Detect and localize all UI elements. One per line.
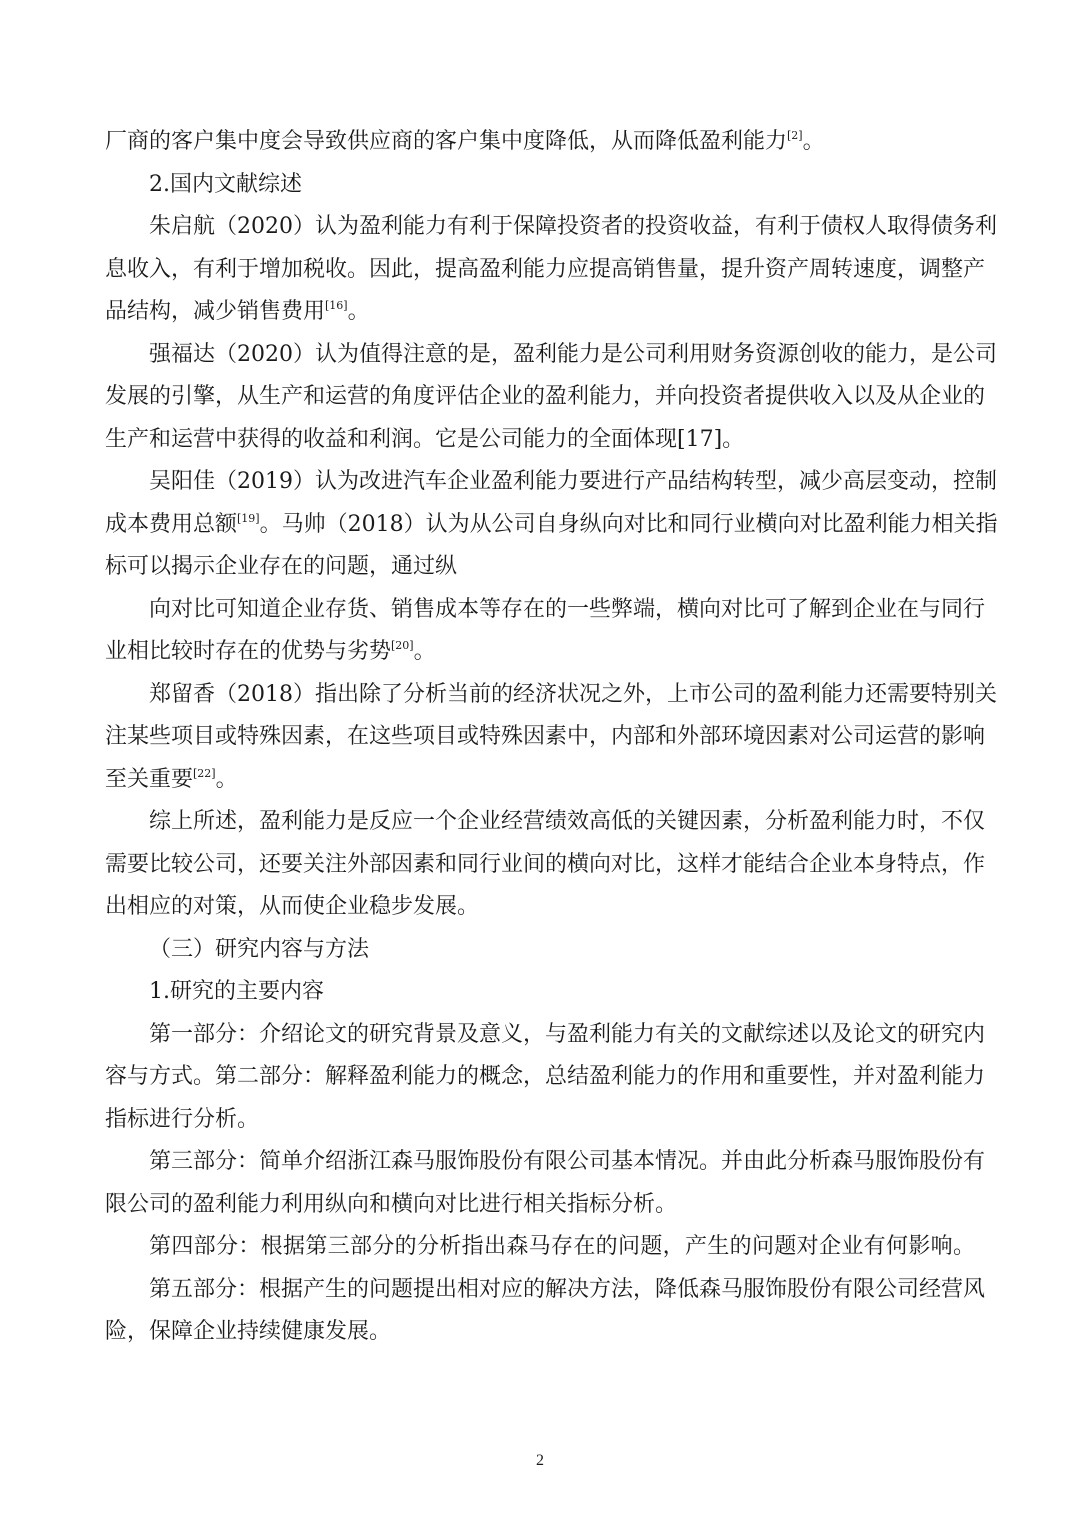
page-number: 2 (536, 1452, 544, 1469)
text-line: 注某些项目或特殊因素，在这些项目或特殊因素中，内部和外部环境因素对公司运营的影响 (105, 724, 986, 749)
text-line: 郑留香（2018）指出除了分析当前的经济状况之外，上市公司的盈利能力还需要特别关 (149, 681, 997, 707)
citation: [16] (325, 299, 348, 312)
text-line: 综上所述，盈利能力是反应一个企业经营绩效高低的关键因素，分析盈利能力时，不仅 (149, 809, 986, 834)
text-line: 至关重要[22]。 (105, 766, 238, 792)
text-line: 第四部分：根据第三部分的分析指出森马存在的问题，产生的问题对企业有何影响。 (149, 1234, 975, 1259)
citation: [20] (391, 639, 414, 652)
section-heading: 1.研究的主要内容 (149, 979, 324, 1004)
text-line: 朱启航（2020）认为盈利能力有利于保障投资者的投资收益，有利于债权人取得债务利 (149, 214, 997, 239)
section-heading: （三）研究内容与方法 (149, 936, 370, 962)
text-line: 第三部分：简单介绍浙江森马服饰股份有限公司基本情况。并由此分析森马服饰股份有 (149, 1149, 986, 1174)
text-line: 发展的引擎，从生产和运营的角度评估企业的盈利能力，并向投资者提供收入以及从企业的 (105, 384, 986, 409)
text-line: 指标进行分析。 (105, 1106, 260, 1132)
citation: [22] (193, 766, 216, 780)
text-line: 限公司的盈利能力利用纵向和横向对比进行相关指标分析。 (105, 1191, 678, 1217)
text-line: 险，保障企业持续健康发展。 (105, 1319, 392, 1344)
section-heading: 2.国内文献综述 (149, 171, 302, 197)
text-line: 息收入，有利于增加税收。因此，提高盈利能力应提高销售量，提升资产周转速度，调整产 (105, 256, 986, 282)
text-line: 强福达（2020）认为值得注意的是，盈利能力是公司利用财务资源创收的能力，是公司 (149, 341, 997, 367)
text-line: 第五部分：根据产生的问题提出相对应的解决方法，降低森马服饰股份有限公司经营风 (149, 1276, 986, 1302)
text-line: 品结构，减少销售费用[16]。 (105, 299, 370, 324)
text-line: 容与方式。第二部分：解释盈利能力的概念，总结盈利能力的作用和重要性，并对盈利能力 (105, 1064, 986, 1089)
citation: [2] (787, 129, 803, 142)
text-line: 标可以揭示企业存在的问题，通过纵 (105, 554, 458, 579)
document-page (105, 121, 998, 1354)
citation: [19] (237, 511, 260, 525)
text-line: 出相应的对策，从而使企业稳步发展。 (105, 894, 480, 919)
text-line: 向对比可知道企业存货、销售成本等存在的一些弊端，横向对比可了解到企业在与同行 (149, 596, 986, 622)
text-line: 业相比较时存在的优势与劣势[20]。 (105, 639, 436, 664)
text-line: 厂商的客户集中度会导致供应商的客户集中度降低，从而降低盈利能力[2]。 (105, 129, 825, 154)
text-line: 吴阳佳（2019）认为改进汽车企业盈利能力要进行产品结构转型，减少高层变动，控制 (149, 469, 997, 494)
text-line: 第一部分：介绍论文的研究背景及意义，与盈利能力有关的文献综述以及论文的研究内 (149, 1021, 986, 1047)
text-line: 成本费用总额[19]。马帅（2018）认为从公司自身纵向对比和同行业横向对比盈利能力相关指 (105, 511, 998, 537)
text-line: 生产和运营中获得的收益和利润。它是公司能力的全面体现[17]。 (105, 426, 745, 452)
text-line: 需要比较公司，还要关注外部因素和同行业间的横向对比，这样才能结合企业本身特点，作 (105, 851, 986, 877)
